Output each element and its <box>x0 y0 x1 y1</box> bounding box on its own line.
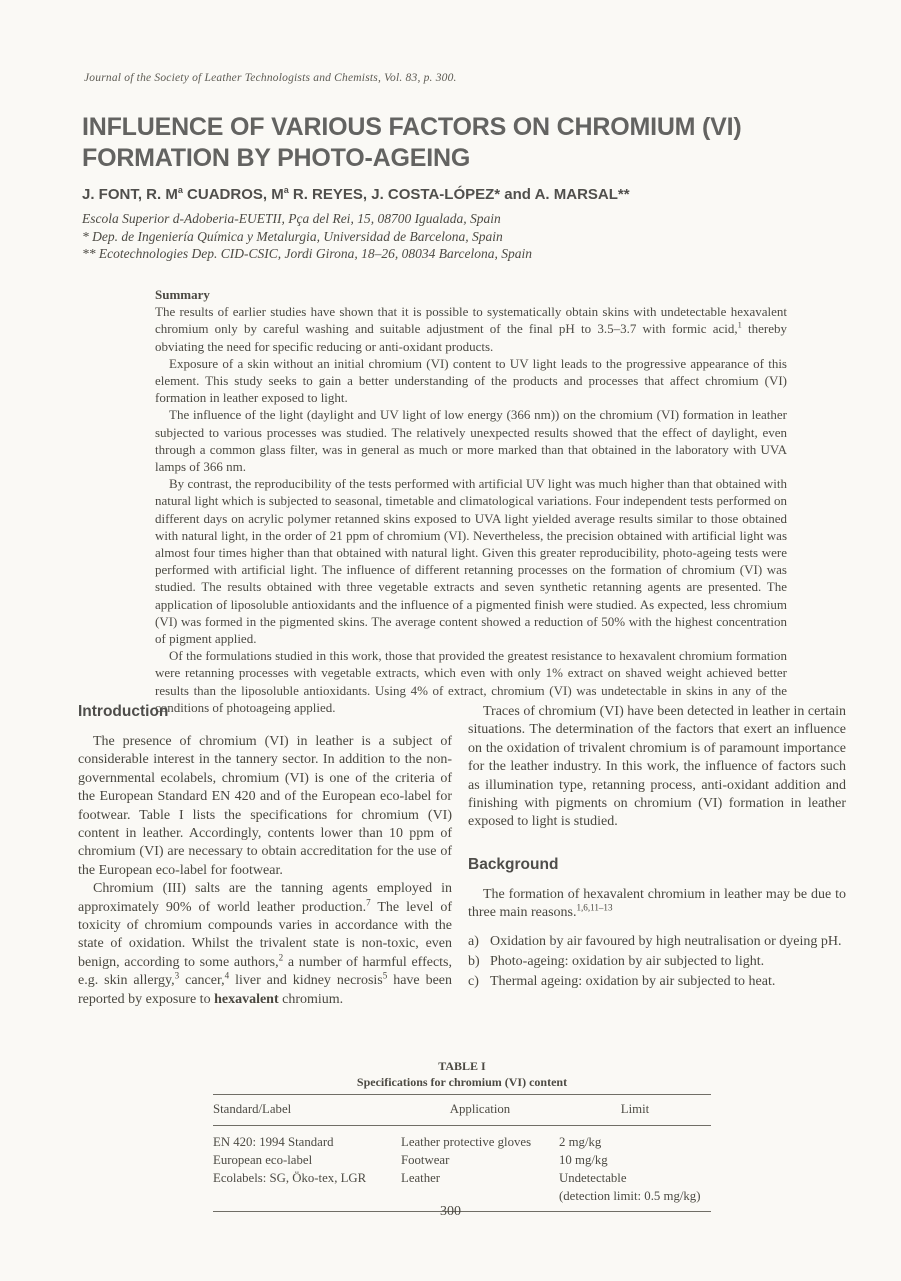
cell-limit-note: (detection limit: 0.5 mg/kg) <box>559 1189 701 1203</box>
table-header-row <box>213 1095 711 1126</box>
column-header-standard: Standard/Label <box>213 1095 401 1126</box>
table-caption: Specifications for chromium (VI) content <box>356 1075 568 1089</box>
body-paragraph: The presence of chromium (VI) in leather is a subject of considerable interest in the tannery sector. In addition to the non-governmental ecolabels, chromium (VI) is one of the criteria of the European Standard EN 420 and of the European eco-label for footwear. Table I lists the specifications for chromium (VI) content in leather. Accordingly, contents lower than 10 ppm of chromium (VI) are necessary to obtain accreditation for the use of the European eco-label for footwear. <box>78 734 452 878</box>
specifications-table <box>213 1094 711 1212</box>
cell-limit: 10 mg/kg <box>559 1153 608 1167</box>
list-item-marker: c) <box>468 974 479 990</box>
list-item <box>468 973 846 991</box>
list-item-text: Oxidation by air favoured by high neutralisation or dyeing pH. <box>490 933 842 949</box>
cell-standard: Ecolabels: SG, Öko-tex, LGR <box>213 1171 367 1185</box>
table-label: TABLE I <box>438 1059 486 1073</box>
summary-paragraph: By contrast, the reproducibility of the tests performed with artificial UV light was much higher than that obtained with natural light which is subjected to seasonal, timetable and climatological variations. Four independent tests performed on different days on acrylic polymer retanned skins exposed to UVA light yielded average results similar to those obtained with natural light, in the order of 21 ppm of chromium (VI). Nevertheless, the precision obtained with artificial light was almost four times higher than that obtained with natural light. Given this greater reproducibility, photo-ageing tests were performed with artificial light. The influence of different retanning processes on the formation of chromium (VI) was studied. The results obtained with three vegetable extracts and seven synthetic retanning agents are presented. The application of liposoluble antioxidants and the influence of a pigmented finish were studied. As expected, less chromium (VI) was formed in the pigmented skins. The average content showed a reduction of 50% with the highest concentration of pigment applied. <box>155 476 787 647</box>
list-item-text: Photo-ageing: oxidation by air subjected to light. <box>490 954 765 970</box>
table-row <box>213 1126 711 1152</box>
journal-citation-line: Journal of the Society of Leather Technologists and Chemists, Vol. 83, p. 300. <box>84 72 457 84</box>
body-paragraph: Traces of chromium (VI) have been detected in leather in certain situations. The determination of the factors that exert an influence on the oxidation of trivalent chromium is of paramount importance for the leather industry. In this work, the influence of factors such as illumination type, retanning process, anti-oxidant addition and finishing with pigments on chromium (VI) formation in leather exposed to light is studied. <box>468 704 846 830</box>
cell-application: Leather <box>401 1171 441 1185</box>
cell-standard: European eco-label <box>213 1153 313 1167</box>
cell-application: Footwear <box>401 1153 450 1167</box>
paper-title-line-2: FORMATION BY PHOTO-AGEING <box>82 144 471 172</box>
summary-paragraph: The influence of the light (daylight and UV light of low energy (366 nm)) on the chromium (VI) formation in leather subjected to various processes was studied. The relatively unexpected results showed that the effect of daylight, even through a common glass filter, was in general as much or more marked than that obtained in the laboratory with UVA lamps of 366 nm. <box>155 407 787 475</box>
section-heading-introduction: Introduction <box>78 703 169 720</box>
left-column <box>78 703 452 1009</box>
table-1 <box>213 1058 711 1212</box>
summary-heading: Summary <box>155 287 210 302</box>
paper-title-line-1: INFLUENCE OF VARIOUS FACTORS ON CHROMIUM (VI) <box>82 113 742 141</box>
paper-title <box>82 112 842 174</box>
cell-standard: EN 420: 1994 Standard <box>213 1135 334 1149</box>
section-heading-background: Background <box>468 855 559 873</box>
summary-paragraph: The results of earlier studies have shown that it is possible to systematically obtain skins with undetectable hexavalent chromium only by careful washing and suitable adjustment of the final pH to 3.5–3.7 with formic acid,$^1$ thereby obviating the need for specific reducing or anti-oxidant products. <box>155 304 788 354</box>
body-paragraph: The formation of hexavalent chromium in leather may be due to three main reasons.$^{1,6,11-13}$ <box>468 886 846 921</box>
background-reason-list <box>468 933 846 992</box>
cell-application: Leather protective gloves <box>401 1135 532 1149</box>
list-item <box>468 933 846 951</box>
column-header-limit: Limit <box>559 1095 711 1126</box>
right-column <box>468 703 846 992</box>
table-row <box>213 1151 711 1169</box>
summary-section <box>155 286 787 716</box>
page-number: 300 <box>440 1204 461 1219</box>
list-item <box>468 953 846 971</box>
list-item-marker: b) <box>468 954 480 970</box>
summary-paragraph: Of the formulations studied in this work, those that provided the greatest resistance to hexavalent chromium formation were retanning processes with vegetable extracts, which even with only 1% extract on shaved weight achieved better results than the liposoluble antioxidants. Using 4% of extract, chromium (VI) was undetectable in skins in any of the conditions of photoageing applied. <box>155 648 787 715</box>
affiliations <box>82 210 782 263</box>
authors-line: J. FONT, R. $M^a$ CUADROS, $M^a$ R. REYES, J. COSTA-LÓPEZ* and A. MARSAL** <box>82 185 630 203</box>
list-item-marker: a) <box>468 933 479 949</box>
column-header-application: Application <box>401 1095 559 1126</box>
affiliation-line-1: Escola Superior d-Adoberia-EUETII, Pça del Rei, 15, 08700 Igualada, Spain <box>82 211 501 226</box>
affiliation-line-3: ** Ecotechnologies Dep. CID-CSIC, Jordi Girona, 18–26, 08034 Barcelona, Spain <box>82 246 532 261</box>
cell-limit: 2 mg/kg <box>559 1135 602 1149</box>
cell-limit-value: Undetectable <box>559 1171 627 1185</box>
body-paragraph: Chromium (III) salts are the tanning agents employed in approximately 90% of world leather production.$^7$ The level of toxicity of chromium compounds varies in accordance with the state of oxidation. Whilst the trivalent state is non-toxic, even benign, according to some authors,$^2$ a number of harmful effects, e.g. skin allergy,$^3$ cancer,$^4$ liver and kidney necrosis$^5$ have been reported by exposure to hexavalent chromium. <box>78 881 453 1007</box>
list-item-text: Thermal ageing: oxidation by air subjected to heat. <box>490 974 776 990</box>
summary-paragraph: Exposure of a skin without an initial chromium (VI) content to UV light leads to the progressive appearance of this element. This study seeks to gain a better understanding of the products and processes that affect chromium (VI) formation in leather exposed to light. <box>155 355 787 406</box>
affiliation-line-2: * Dep. de Ingeniería Química y Metalurgia, Universidad de Barcelona, Spain <box>82 228 503 244</box>
